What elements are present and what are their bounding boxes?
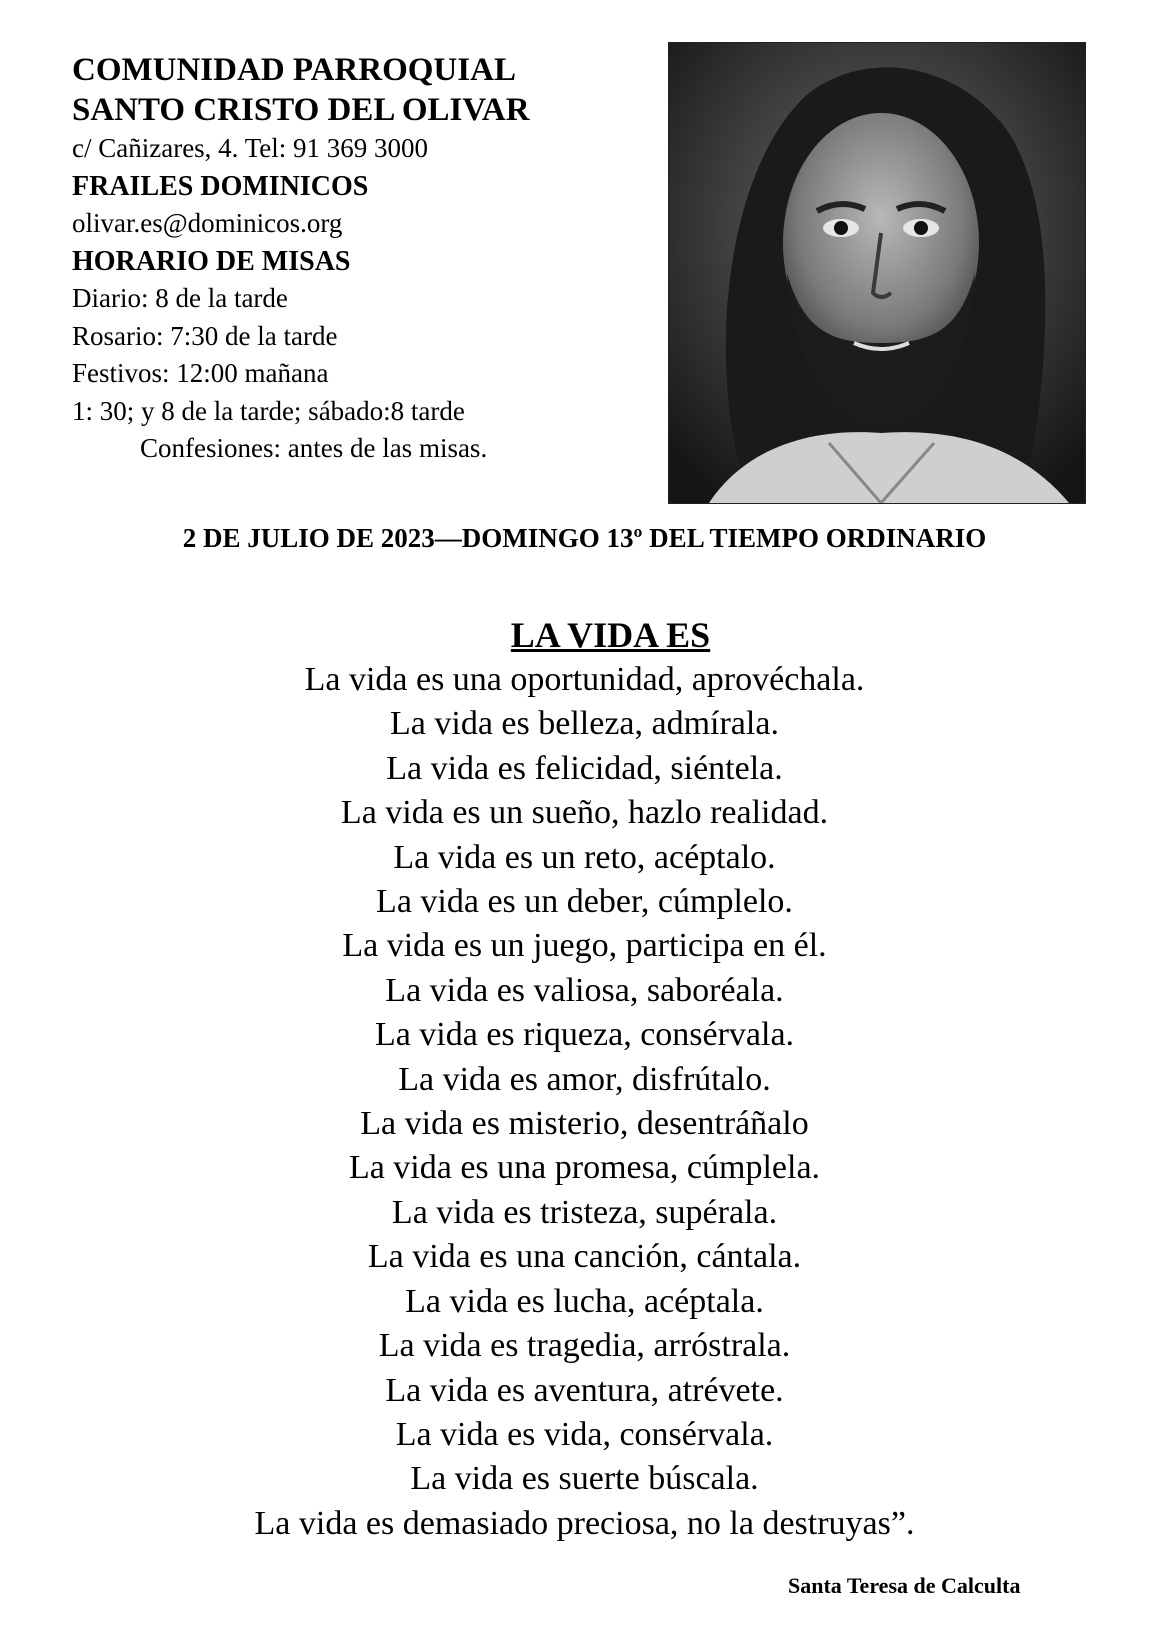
poem-line: La vida es una oportunidad, aprovéchala. [304, 661, 865, 698]
poem [0, 612, 1169, 1546]
poem-author: Santa Teresa de Calculta [788, 1573, 1021, 1598]
poem-line: La vida es una canción, cántala. [367, 1238, 802, 1276]
parish-name-line2: SANTO CRISTO DEL OLIVAR [72, 92, 530, 128]
poem-line: La vida es tristeza, supérala. [391, 1193, 778, 1231]
poem-line: La vida es demasiado preciosa, no la destruyas”. [254, 1504, 915, 1542]
parish-header [72, 50, 652, 468]
parish-address: c/ Cañizares, 4. Tel: 91 369 3000 [72, 133, 429, 163]
religious-order: FRAILES DOMINICOS [72, 170, 369, 202]
schedule-title: HORARIO DE MISAS [72, 245, 351, 277]
poem-title: LA VIDA ES [510, 615, 711, 655]
poem-line: La vida es un reto, acéptalo. [393, 838, 776, 876]
poem-line: La vida es un sueño, hazlo realidad. [340, 794, 829, 832]
poem-line: La vida es tragedia, arróstrala. [378, 1327, 791, 1365]
schedule-line: 1: 30; y 8 de la tarde; sábado:8 tarde [72, 395, 465, 426]
poem-line: La vida es belleza, admírala. [390, 705, 779, 743]
parish-email: olivar.es@dominicos.org [72, 208, 343, 238]
parish-name-line1: COMUNIDAD PARROQUIAL [72, 52, 516, 88]
poem-line: La vida es misterio, desentráñalo [360, 1105, 809, 1143]
poem-line: La vida es aventura, atrévete. [385, 1371, 784, 1409]
confessions-note: Confesiones: antes de las misas. [140, 433, 488, 463]
poem-line: La vida es una promesa, cúmplela. [348, 1149, 821, 1187]
poem-line: La vida es un juego, participa en él. [342, 927, 827, 965]
poem-line: La vida es valiosa, saboréala. [385, 971, 784, 1009]
poem-line: La vida es vida, consérvala. [395, 1415, 774, 1453]
schedule-line: Diario: 8 de la tarde [72, 283, 288, 313]
poem-line: La vida es un deber, cúmplelo. [376, 883, 793, 921]
poem-line: La vida es riqueza, consérvala. [374, 1016, 795, 1054]
schedule-line: Rosario: 7:30 de la tarde [72, 320, 338, 351]
poem-line: La vida es felicidad, siéntela. [386, 749, 783, 787]
portrait-illustration [669, 43, 1085, 503]
poem-line: La vida es suerte búscala. [410, 1460, 759, 1498]
schedule-line: Festivos: 12:00 mañana [72, 358, 329, 388]
liturgical-date: 2 DE JULIO DE 2023—DOMINGO 13º DEL TIEMPO ORDINARIO [182, 523, 987, 553]
poem-line: La vida es lucha, acéptala. [405, 1282, 764, 1320]
poem-line: La vida es amor, disfrútalo. [398, 1060, 771, 1098]
portrait-image [668, 42, 1086, 504]
